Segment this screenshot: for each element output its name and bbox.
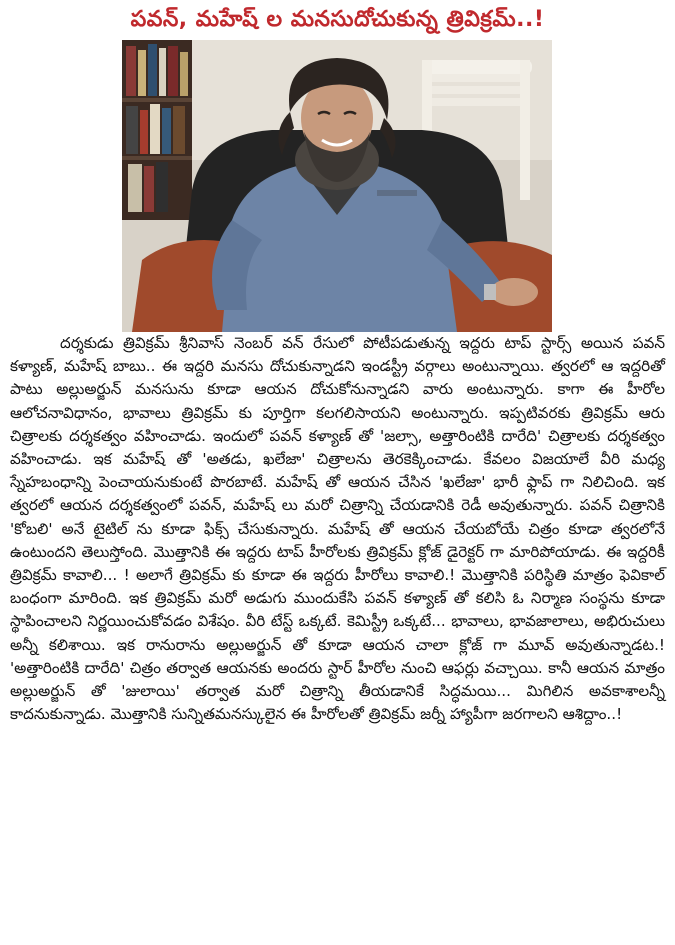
article-paragraph: దర్శకుడు త్రివిక్రమ్ శ్రీనివాస్ నెంబర్ వన్ రేసులో పోటీపడుతున్న ఇద్దరు టాప్ స్టార్స్ అయిన పవన్ కళ్యాణ్, మహేష్ బాబు.. ఈ ఇద్దరి మనసు దోచుకున్నాడని ఇండస్ట్రీ వర్గాలు అంటున్నాయి. త్వరలో ఆ ఇద్దరితో పాటు అల్లుఅర్జున్ మనసును కూడా ఆయన దోచుకోనున్నాడని వారు అంటున్నారు. కాగా ఈ హీరోల ఆలోచనావిధానం, భావాలు త్రివిక్రమ్ కు పూర్తిగా కలగలిసాయని అంటున్నారు. ఇప్పటివరకు త్రివిక్రమ్ ఆరు చిత్రాలకు దర్శకత్వం వహించాడు. ఇందులో పవన్ కళ్యాణ్ తో 'జల్సా, అత్తారింటికి దారేది' చిత్రాలకు దర్శకత్వం వహించాడు. ఇక మహేష్ తో 'అతడు, ఖలేజా' చిత్రాలను తెరకెక్కించాడు. కేవలం విజయాలే వీరి మధ్య స్నేహబంధాన్ని పెంచాయనుకుంటే పొరబాటే. మహేష్ తో ఆయన చేసిన 'ఖలేజా' భారీ ఫ్లాప్ గా నిలిచింది. ఇక త్వరలో ఆయన దర్శకత్వంలో పవన్, మహేష్ లు మరో చిత్రాన్ని చేయడానికి రెడీ అవుతున్నారు. పవన్ చిత్రానికి 'కోబలి' అనే టైటిల్ ను కూడా ఫిక్స్ చేసుకున్నారు. మహేష్ తో ఆయన చేయబోయే చిత్రం కూడా త్వరలోనే ఉంటుందని తెలుస్తోంది. మొత్తానికి ఈ ఇద్దరు టాప్ హీరోలకు త్రివిక్రమ్ క్లోజ్ డైరెక్టర్ గా మారిపోయాడు. ఈ ఇద్దరికీ త్రివిక్రమ్ కావాలి... ! అలాగే త్రివిక్రమ్ కు కూడా ఈ ఇద్దరు హీరోలు కావాలి.! మొత్తానికి పరిస్థితి మాత్రం ఫెవికాల్ బంధంగా మారింది. ఇక త్రివిక్రమ్ మరో అడుగు ముందుకేసి పవన్ కళ్యాణ్ తో కలిసి ఓ నిర్మాణ సంస్థను కూడా స్థాపించాలని నిర్ణయించుకోవడం విశేషం. వీరి టేస్ట్ ఒక్కటే. కెమిస్ట్రీ ఒక్కటే... భావాలు, భావజాలాలు, అభిరుచులు అన్నీ కలిశాయి. ఇక రానురాను అల్లుఅర్జున్ తో కూడా ఆయన చాలా క్లోజ్ గా మూవ్ అవుతున్నాడట.! 'అత్తారింటికి దారేది' చిత్రం తర్వాత ఆయనకు అందరు స్టార్ హీరోల నుంచి ఆఫర్లు వచ్చాయి. కానీ ఆయన మాత్రం అల్లుఅర్జున్ తో 'జులాయి' తర్వాత మరో చిత్రాన్ని తీయడానికే సిద్ధమయి... మిగిలిన అవకాశాలన్నీ కాదనుకున్నాడు. మొత్తానికి సున్నితమనస్కులైన ఈ హీరోలతో త్రివిక్రమ్ జర్నీ హ్యాపీగా జరగాలని ఆశిద్దాం..! <box>10 334 665 724</box>
article-photo <box>122 40 552 332</box>
article-body <box>10 332 665 942</box>
person-in-armchair-photo <box>122 40 552 332</box>
headline: పవన్, మహేష్ ల మనసుదోచుకున్న త్రివిక్రమ్..! <box>130 7 545 32</box>
